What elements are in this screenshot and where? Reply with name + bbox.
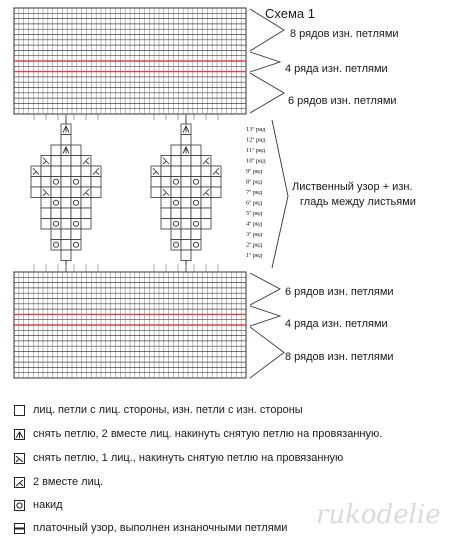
stitch-cell: [161, 208, 171, 219]
row-label: 7ª ряд: [246, 189, 263, 196]
stitch-cell: [191, 198, 201, 209]
note-bottom-4-rows: 4 ряда изн. петлями: [285, 318, 388, 330]
stitch-cell: [61, 187, 71, 198]
row-label: 5ª ряд: [246, 210, 263, 217]
stitch-cell: [201, 198, 211, 209]
stitch-cell: [51, 166, 61, 177]
stitch-cell: [191, 240, 201, 251]
stitch-cell: [161, 219, 171, 230]
row-label: 12ª ряд: [246, 136, 266, 144]
stitch-cell: [41, 177, 51, 188]
stitch-cell: [91, 187, 101, 198]
stitch-cell: [191, 156, 201, 167]
schema-title: Схема 1: [265, 6, 315, 21]
stitch-cell: [81, 177, 91, 188]
legend-text: платочный узор, выполнен изнаночными петлями: [33, 522, 288, 534]
stitch-cell: [171, 208, 181, 219]
section-bracket: [250, 306, 280, 326]
top-band-grid: [14, 8, 246, 114]
stitch-cell: [61, 240, 71, 251]
stitch-cell: [71, 219, 81, 230]
stitch-cell: [61, 198, 71, 209]
stitch-cell: [171, 229, 181, 240]
stitch-cell: [191, 219, 201, 230]
section-bracket: [250, 327, 284, 378]
legend-text: снять петлю, 2 вместе лиц. накинуть снятую петлю на провязанную.: [33, 428, 383, 440]
leaf-motif-left: [31, 114, 101, 272]
stitch-cell: [51, 198, 61, 209]
bottom-band-grid: [14, 272, 246, 378]
leaf-motif-right: [151, 114, 221, 272]
row-label: 11ª ряд: [246, 147, 266, 154]
stitch-cell: [191, 229, 201, 240]
left-decrease-icon: [14, 477, 25, 488]
legend-text: лиц. петли с лиц. стороны, изн. петли с изн. стороны: [33, 404, 303, 416]
stitch-cell: [71, 156, 81, 167]
stitch-cell: [161, 177, 171, 188]
right-decrease-icon: [14, 453, 25, 464]
stitch-cell: [31, 177, 41, 188]
watermark: rukodelie: [316, 500, 441, 530]
section-bracket: [250, 73, 284, 113]
stitch-cell: [61, 250, 71, 261]
stitch-cell: [181, 240, 191, 251]
stitch-cell: [41, 166, 51, 177]
note-bottom-6-rows: 6 рядов изн. петлями: [285, 286, 394, 298]
stitch-cell: [61, 135, 71, 146]
note-leaf-pattern: Лиственный узор + изн.: [292, 181, 413, 193]
stitch-cell: [51, 240, 61, 251]
stitch-cell: [211, 177, 221, 188]
stitch-cell: [191, 166, 201, 177]
stitch-cell: [171, 240, 181, 251]
stitch-cell: [71, 166, 81, 177]
section-bracket: [250, 52, 280, 72]
stitch-cell: [71, 229, 81, 240]
stitch-cell: [41, 208, 51, 219]
stitch-cell: [61, 219, 71, 230]
stitch-cell: [81, 166, 91, 177]
stitch-cell: [171, 187, 181, 198]
row-label: 1ª ряд: [246, 252, 263, 259]
stitch-cell: [191, 177, 201, 188]
stitch-cell: [61, 177, 71, 188]
legend-text: снять петлю, 1 лиц., накинуть снятую петлю на провязанную: [33, 452, 344, 464]
stitch-cell: [71, 177, 81, 188]
stitch-cell: [51, 177, 61, 188]
row-label: 10ª ряд: [246, 157, 266, 165]
legend-text: накид: [33, 499, 63, 511]
stitch-cell: [181, 250, 191, 261]
row-label: 9ª ряд: [246, 168, 263, 175]
stitch-cell: [201, 208, 211, 219]
row-labels: [246, 126, 266, 259]
stitch-cell: [201, 177, 211, 188]
stitch-cell: [51, 219, 61, 230]
row-label: 2ª ряд: [246, 241, 263, 249]
garter-stitch-icon: [14, 523, 25, 534]
stitch-cell: [181, 156, 191, 167]
stitch-cell: [81, 208, 91, 219]
stitch-cell: [71, 198, 81, 209]
legend-item-double-decrease: [14, 426, 454, 442]
stitch-cell: [61, 156, 71, 167]
row-label: 13ª ряд: [246, 126, 266, 133]
note-leaf-pattern-2: гладь между листьями: [300, 196, 416, 208]
stitch-cell: [171, 177, 181, 188]
stitch-cell: [181, 187, 191, 198]
stitch-cell: [171, 198, 181, 209]
stitch-cell: [41, 198, 51, 209]
stitch-cell: [181, 166, 191, 177]
stitch-cell: [181, 198, 191, 209]
legend-text: 2 вместе лиц.: [33, 476, 104, 488]
stitch-cell: [81, 198, 91, 209]
stitch-cell: [71, 187, 81, 198]
stitch-cell: [51, 208, 61, 219]
stitch-cell: [181, 135, 191, 146]
double-decrease-icon: [14, 429, 25, 440]
stitch-cell: [51, 145, 61, 156]
note-top-8-rows: 8 рядов изн. петлями: [290, 28, 399, 40]
knit-stitch-icon: [14, 405, 25, 416]
stitch-cell: [181, 219, 191, 230]
stitch-cell: [51, 187, 61, 198]
stitch-cell: [211, 187, 221, 198]
stitch-cell: [181, 229, 191, 240]
legend-item-left-decrease: [14, 474, 454, 490]
stitch-cell: [161, 198, 171, 209]
stitch-cell: [171, 145, 181, 156]
stitch-cell: [161, 166, 171, 177]
stitch-cell: [51, 156, 61, 167]
stitch-cell: [61, 166, 71, 177]
stitch-cell: [151, 187, 161, 198]
stitch-cell: [71, 240, 81, 251]
stitch-cell: [181, 208, 191, 219]
stitch-cell: [151, 177, 161, 188]
note-top-6-rows: 6 рядов изн. петлями: [288, 95, 397, 107]
row-label: 8ª ряд: [246, 178, 263, 186]
stitch-cell: [201, 219, 211, 230]
stitch-cell: [41, 219, 51, 230]
stitch-cell: [201, 166, 211, 177]
section-bracket: [250, 273, 280, 305]
section-bracket-leaf: [272, 120, 288, 268]
stitch-cell: [71, 208, 81, 219]
row-label: 6ª ряд: [246, 199, 263, 207]
note-top-4-rows: 4 ряда изн. петлями: [285, 63, 388, 75]
note-bottom-8-rows: 8 рядов изн. петлями: [285, 351, 394, 363]
stitch-cell: [181, 177, 191, 188]
row-label: 3ª ряд: [246, 231, 263, 238]
stitch-cell: [191, 187, 201, 198]
stitch-cell: [191, 208, 201, 219]
legend-item-knit: [14, 402, 454, 418]
stitch-cell: [71, 145, 81, 156]
stitch-cell: [31, 187, 41, 198]
stitch-cell: [171, 156, 181, 167]
stitch-cell: [171, 166, 181, 177]
row-label: 4ª ряд: [246, 220, 263, 228]
legend-item-right-decrease: [14, 450, 454, 466]
stitch-cell: [61, 208, 71, 219]
stitch-cell: [171, 219, 181, 230]
stitch-cell: [91, 177, 101, 188]
stitch-cell: [51, 229, 61, 240]
yarn-over-icon: [14, 500, 25, 511]
stitch-cell: [191, 145, 201, 156]
stitch-cell: [61, 229, 71, 240]
stitch-cell: [81, 219, 91, 230]
